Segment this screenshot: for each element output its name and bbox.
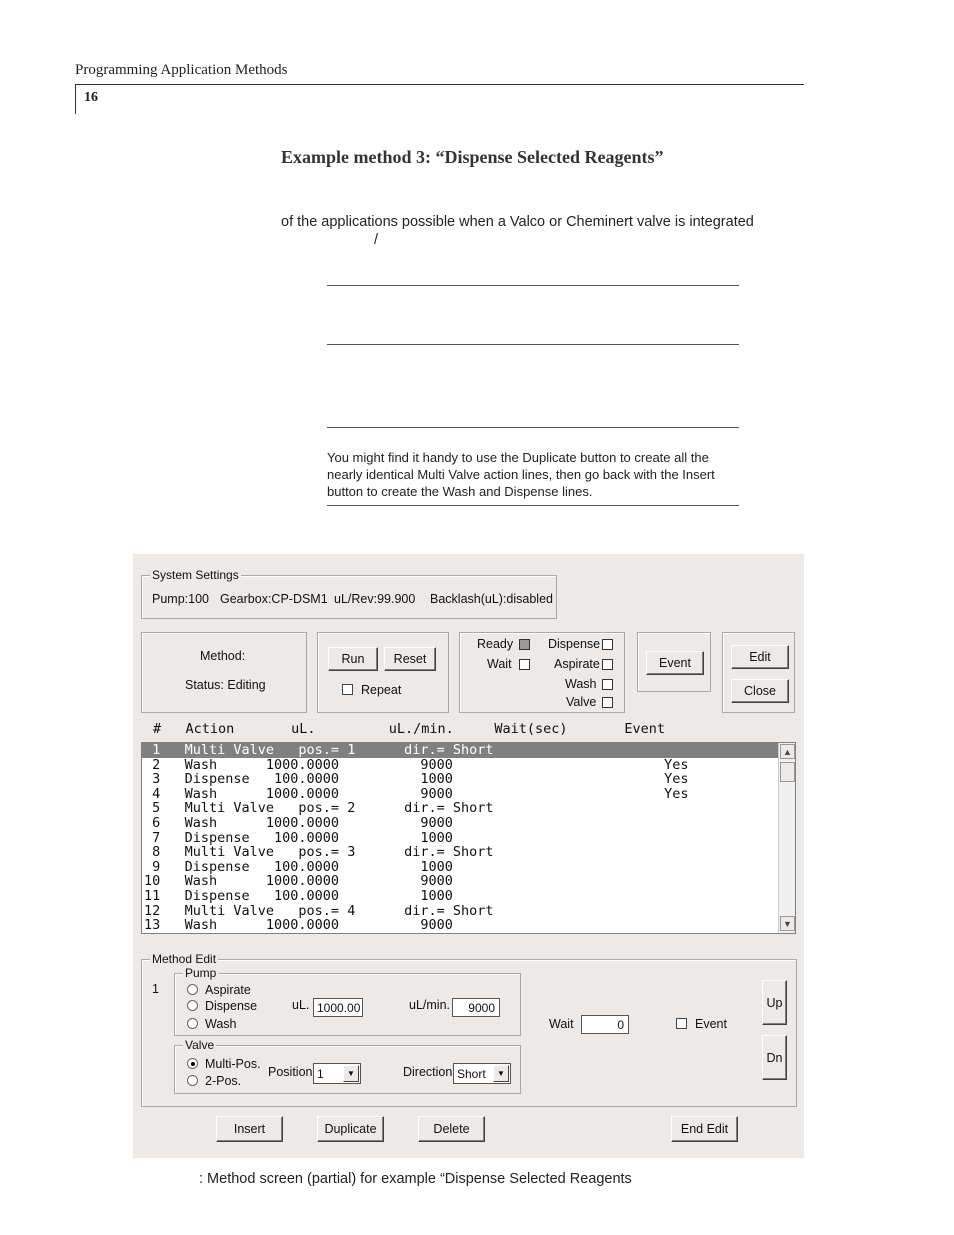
valve-indicator [602, 697, 613, 708]
dispense-indicator [602, 639, 613, 650]
figure-caption: : Method screen (partial) for example “Dispense Selected Reagents [199, 1171, 632, 1187]
divider [327, 427, 739, 428]
method-screen-window [133, 554, 804, 1158]
multi-pos-label: Multi-Pos. [205, 1057, 261, 1071]
method-edit-legend: Method Edit [152, 952, 217, 966]
method-edit-group [141, 952, 797, 1107]
ready-indicator [519, 639, 530, 650]
wash-label: Wash [565, 677, 597, 691]
table-row[interactable]: 2 Wash 1000.0000 9000 Yes [144, 756, 689, 773]
wash-radio[interactable] [187, 1018, 198, 1029]
scroll-thumb[interactable] [780, 762, 795, 782]
event-checkbox-label: Event [695, 1017, 727, 1031]
chevron-down-icon[interactable]: ▼ [493, 1065, 509, 1082]
position-label: Position [268, 1065, 313, 1079]
duplicate-button[interactable]: Duplicate [317, 1116, 384, 1142]
table-row[interactable]: 4 Wash 1000.0000 9000 Yes [144, 785, 689, 802]
pump-legend: Pump [185, 966, 217, 980]
delete-button[interactable]: Delete [418, 1116, 485, 1142]
method-label: Method: [200, 649, 246, 663]
ulmin-input[interactable]: 9000 [452, 998, 500, 1017]
close-button[interactable]: Close [731, 679, 789, 703]
list-scrollbar[interactable] [778, 743, 795, 933]
end-edit-button[interactable]: End Edit [671, 1116, 738, 1142]
table-row[interactable]: 8 Multi Valve pos.= 3 dir.= Short [144, 844, 494, 861]
wash-indicator [602, 679, 613, 690]
edit-button[interactable]: Edit [731, 645, 789, 669]
system-settings-group [141, 568, 557, 619]
direction-value: Short [457, 1067, 486, 1081]
valve-label: Valve [566, 695, 597, 709]
ready-label: Ready [477, 637, 514, 651]
wait-indicator [519, 659, 530, 670]
ul-input[interactable]: 1000.00 [313, 998, 363, 1017]
gearbox-setting: Gearbox:CP-DSM1 [220, 592, 328, 606]
repeat-label: Repeat [361, 683, 402, 697]
edit-line-number: 1 [152, 982, 159, 996]
divider [327, 344, 739, 345]
two-pos-radio[interactable] [187, 1075, 198, 1086]
table-row[interactable]: 7 Dispense 100.0000 1000 [144, 829, 453, 846]
table-row[interactable]: 5 Multi Valve pos.= 2 dir.= Short [144, 800, 494, 817]
direction-select[interactable] [453, 1063, 511, 1084]
wait-input[interactable]: 0 [581, 1015, 629, 1034]
event-panel [637, 632, 711, 692]
ul-label: uL. [292, 998, 310, 1012]
direction-label: Direction [403, 1065, 453, 1079]
method-status-panel [141, 632, 307, 713]
reset-button[interactable]: Reset [384, 647, 436, 671]
table-row[interactable]: 3 Dispense 100.0000 1000 Yes [144, 771, 689, 788]
repeat-checkbox[interactable] [342, 684, 353, 695]
aspirate-label: Aspirate [554, 657, 600, 671]
two-pos-label: 2-Pos. [205, 1074, 242, 1088]
body-text-slash: / [374, 232, 379, 248]
event-button[interactable]: Event [646, 651, 704, 675]
multi-pos-radio[interactable] [187, 1058, 198, 1069]
up-button[interactable]: Up [762, 980, 787, 1025]
page-number: 16 [84, 90, 98, 105]
position-value: 1 [317, 1067, 324, 1081]
tip-text: You might find it handy to use the Duplicate button to create all the nearly identical Multi Valve action lines, then go back with the Insert button to create the Wash and Dispense lines. [327, 450, 715, 499]
wait-field-label: Wait [549, 1017, 574, 1031]
section-heading: Example method 3: “Dispense Selected Reagents” [281, 147, 664, 167]
dispense-label: Dispense [548, 637, 601, 651]
pump-group [174, 966, 521, 1036]
aspirate-radio-label: Aspirate [205, 983, 251, 997]
wash-radio-label: Wash [205, 1017, 237, 1031]
backlash-setting: Backlash(uL):disabled [430, 592, 553, 606]
down-button[interactable]: Dn [762, 1035, 787, 1080]
valve-group [174, 1038, 521, 1094]
page-header-title: Programming Application Methods [75, 62, 288, 78]
pump-setting: Pump:100 [152, 592, 209, 606]
header-vertical-rule [75, 84, 76, 114]
body-text-line: of the applications possible when a Valco or Cheminert valve is integrated [281, 214, 754, 230]
table-row[interactable]: 6 Wash 1000.0000 9000 [144, 814, 453, 831]
scroll-up-icon[interactable]: ▲ [780, 744, 795, 759]
scroll-down-icon[interactable]: ▼ [780, 916, 795, 931]
table-row[interactable]: 1 Multi Valve pos.= 1 dir.= Short [142, 743, 795, 758]
ul-rev-setting: uL/Rev:99.900 [334, 592, 416, 606]
aspirate-radio[interactable] [187, 984, 198, 995]
table-row[interactable]: 11 Dispense 100.0000 1000 [144, 887, 453, 904]
event-checkbox[interactable] [676, 1018, 687, 1029]
divider [327, 285, 739, 286]
table-row[interactable]: 9 Dispense 100.0000 1000 [144, 858, 453, 875]
chevron-down-icon[interactable]: ▼ [343, 1065, 359, 1082]
method-action-list[interactable] [141, 742, 796, 934]
system-settings-legend: System Settings [152, 568, 239, 582]
wait-label: Wait [487, 657, 512, 671]
divider [327, 505, 739, 506]
run-controls-panel [317, 632, 449, 713]
position-select[interactable] [313, 1063, 361, 1084]
header-rule [75, 84, 804, 85]
valve-legend: Valve [185, 1038, 215, 1052]
table-row[interactable]: 10 Wash 1000.0000 9000 [144, 873, 453, 890]
table-row[interactable]: 13 Wash 1000.0000 9000 [144, 917, 453, 934]
table-row[interactable]: 12 Multi Valve pos.= 4 dir.= Short [144, 902, 494, 919]
status-label: Status: Editing [185, 678, 266, 692]
run-button[interactable]: Run [328, 647, 378, 671]
dispense-radio[interactable] [187, 1000, 198, 1011]
ulmin-label: uL/min. [409, 998, 450, 1012]
dispense-radio-label: Dispense [205, 999, 258, 1013]
edit-close-panel [722, 632, 795, 713]
aspirate-indicator [602, 659, 613, 670]
insert-button[interactable]: Insert [216, 1116, 283, 1142]
method-list-header: # Action uL. uL./min. Wait(sec) Event [153, 721, 666, 737]
status-indicators-panel [459, 632, 625, 713]
